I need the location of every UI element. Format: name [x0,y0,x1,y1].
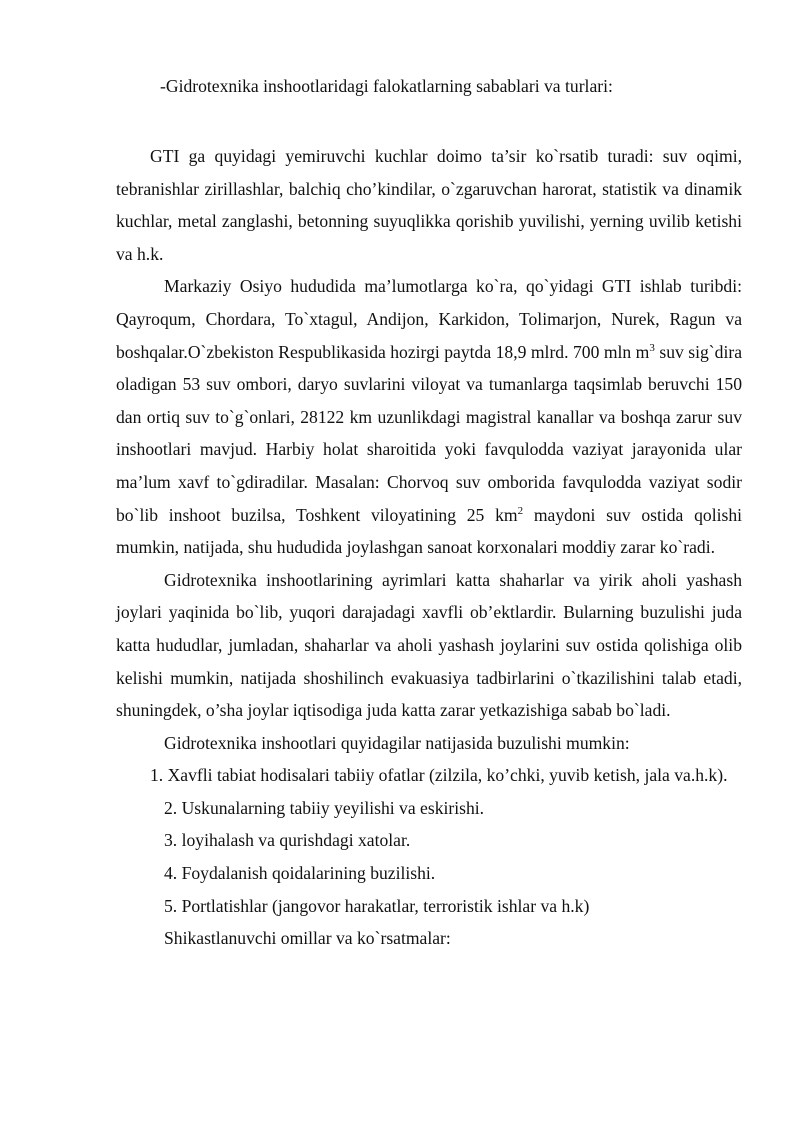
document-body [116,140,742,955]
paragraph-text-part: Markaziy Osiyo hududida ma’lumotlarga ko`ra, qo`yidagi GTI ishlab turibdi: Qayroqum, Chordara, To`xtagul, Andijon, Karkidon, Tolimarjon, Nurek, Ragun va boshqalar.O`zbekiston Respublikasida hozirgi paytda 18,9 mlrd. 700 mln m [116,276,742,362]
superscript-cubic: 3 [649,341,655,354]
list-item: 5. Portlatishlar (jangovor harakatlar, terroristik ishlar va h.k) [164,895,590,916]
list-item: 1. Xavfli tabiat hodisalari tabiiy ofatlar (zilzila, ko’chki, yuvib ketish, jala va.h.k). [150,765,728,786]
paragraph-destructive-forces: GTI ga quyidagi yemiruvchi kuchlar doimo ta’sir ko`rsatib turadi: suv oqimi, tebranishlar zirillashlar, balchiq cho’kindilar, o`zgaruvchan harorat, statistik va dinamik kuchlar, metal zanglashi, betonning suyuqlikka qorishib yuvilishi, yerning uvilib ketishi va h.k. [116,146,742,264]
list-item: 2. Uskunalarning tabiiy yeyilishi va eskirishi. [164,797,485,818]
paragraph-causes-intro: Gidrotexnika inshootlari quyidagilar natijasida buzulishi mumkin: [164,732,630,753]
list-item: 3. loyihalash va qurishdagi xatolar. [164,830,411,851]
list-item: 4. Foydalanish qoidalarining buzilishi. [164,863,436,884]
paragraph-closing-heading: Shikastlanuvchi omillar va ko`rsatmalar: [164,928,451,949]
section-heading: -Gidrotexnika inshootlaridagi falokatlarning sabablari va turlari: [160,76,613,96]
paragraph-dangerous-objects: Gidrotexnika inshootlarining ayrimlari katta shaharlar va yirik aholi yashash joylari yaqinida bo`lib, yuqori darajadagi xavfli ob’ektlardir. Bularning buzulishi juda katta hududlar, jumladan, shaharlar va aholi yashash joylarini suv ostida qolishiga olib kelishi mumkin, natijada shoshilinch evakuasiya tadbirlarini o`tkazilishini talab etadi, shuningdek, o’sha joylar iqtisodiga juda katta zarar yetkazishiga sabab bo`ladi. [116,569,742,721]
superscript-square: 2 [517,504,524,517]
paragraph-text-part: suv sig`dira oladigan 53 suv ombori, daryo suvlarini viloyat va tumanlarga taqsimlab beruvchi 150 dan ortiq suv to`g`onlari, 28122 km uzunlikdagi magistral kanallar va boshqa zarur suv inshootlari mavjud. Harbiy holat sharoitida yoki favqulodda vaziyat jarayonida ular ma’lum xavf to`gdiradilar. Masalan: Chorvoq suv omborida favqulodda vaziyat sodir bo`lib inshoot buzilsa, Toshkent viloyatining 25 km [116,341,742,525]
paragraph-text-part: maydoni suv ostida qolishi mumkin, natijada, shu hududida joylashgan sanoat korxonalari moddiy zarar ko`radi. [116,504,743,558]
paragraph-central-asia-gti [116,270,742,563]
